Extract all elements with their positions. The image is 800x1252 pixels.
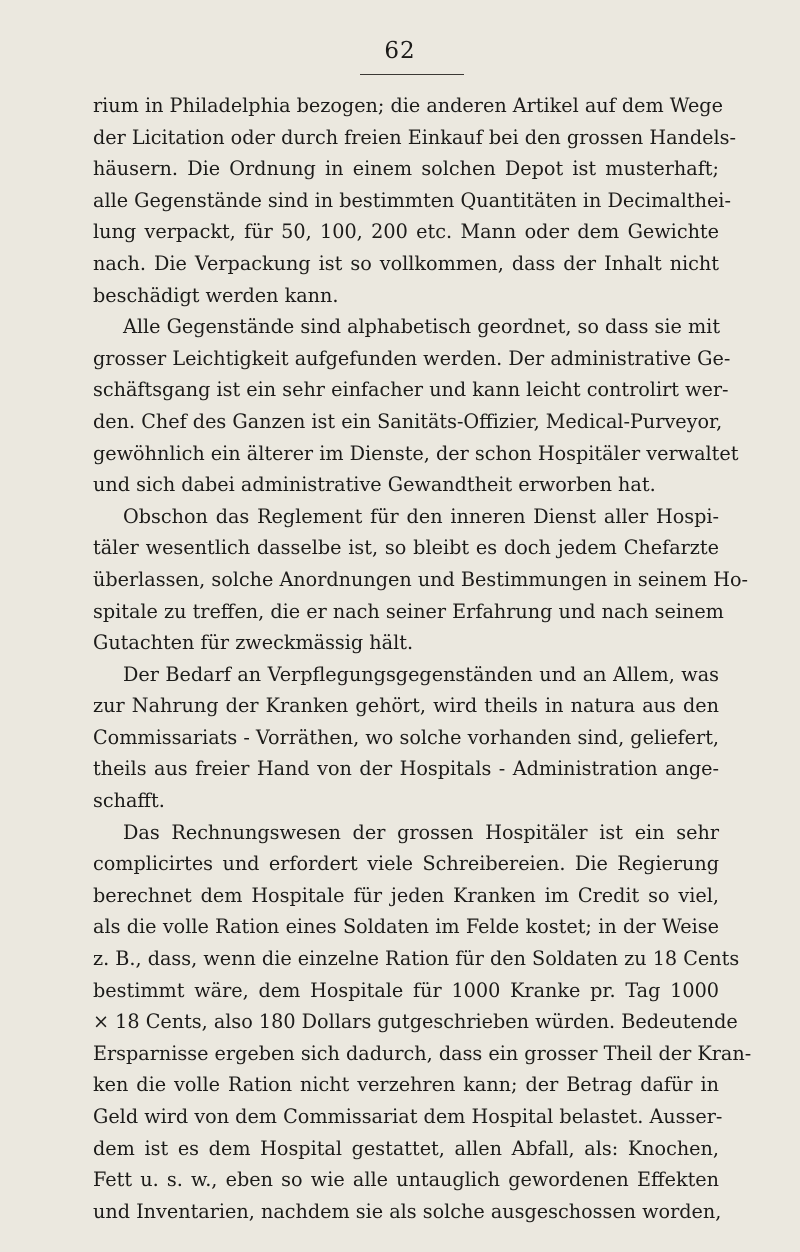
text-line: und sich dabei administrative Gewandtheit erworben hat. [93, 473, 656, 497]
text-line: häusern. Die Ordnung in einem solchen Depot ist musterhaft; [93, 157, 719, 181]
text-line: Geld wird von dem Commissariat dem Hospital belastet. Ausser- [93, 1105, 723, 1128]
text-line: × 18 Cents, also 180 Dollars gutgeschrieben würden. Bedeutende [93, 1010, 738, 1034]
text-line: lung verpackt, für 50, 100, 200 etc. Mann oder dem Gewichte [93, 220, 719, 244]
text-line: täler wesentlich dasselbe ist, so bleibt es doch jedem Chefarzte [93, 536, 719, 560]
text-line: Fett u. s. w., eben so wie alle untauglich gewordenen Effekten [93, 1168, 719, 1192]
body-text [93, 90, 752, 1227]
text-line: und Inventarien, nachdem sie als solche ausgeschossen worden, [93, 1199, 722, 1223]
text-line: spitale zu treffen, die er nach seiner Erfahrung und nach seinem [93, 599, 724, 623]
text-line: Obschon das Reglement für den inneren Dienst aller Hospi- [123, 504, 719, 528]
text-line: Gutachten für zweckmässig hält. [93, 631, 414, 655]
page-number: 62 [384, 38, 416, 64]
text-line: schafft. [93, 789, 165, 813]
text-line: Commissariats - Vorräthen, wo solche vorhanden sind, geliefert, [93, 725, 719, 749]
text-line: nach. Die Verpackung ist so vollkommen, dass der Inhalt nicht [93, 251, 719, 275]
header-rule [360, 74, 464, 75]
text-line: Das Rechnungswesen der grossen Hospitäler ist ein sehr [123, 820, 719, 844]
text-line: zur Nahrung der Kranken gehört, wird theils in natura aus den [93, 694, 719, 718]
text-line: theils aus freier Hand von der Hospitals - Administration ange- [93, 757, 719, 781]
text-line: complicirtes und erfordert viele Schreibereien. Die Regierung [93, 852, 719, 876]
text-line: gewöhnlich ein älterer im Dienste, der schon Hospitäler verwaltet [93, 441, 739, 465]
text-line: überlassen, solche Anordnungen und Bestimmungen in seinem Ho- [93, 567, 748, 591]
text-line: den. Chef des Ganzen ist ein Sanitäts-Offizier, Medical-Purveyor, [93, 409, 723, 433]
text-line: beschädigt werden kann. [93, 283, 339, 307]
text-line: bestimmt wäre, dem Hospitale für 1000 Kranke pr. Tag 1000 [93, 978, 719, 1002]
text-line: alle Gegenstände sind in bestimmten Quantitäten in Decimalthei- [93, 188, 731, 212]
text-line: Ersparnisse ergeben sich dadurch, dass ein grosser Theil der Kran- [93, 1041, 752, 1065]
text-line: ken die volle Ration nicht verzehren kann; der Betrag dafür in [93, 1073, 719, 1097]
text-line: Alle Gegenstände sind alphabetisch geordnet, so dass sie mit [123, 315, 721, 339]
text-line: als die volle Ration eines Soldaten im Felde kostet; in der Weise [93, 915, 719, 939]
text-line: Der Bedarf an Verpflegungsgegenständen und an Allem, was [123, 662, 719, 686]
text-line: dem ist es dem Hospital gestattet, allen Abfall, als: Knochen, [93, 1136, 719, 1160]
text-line: berechnet dem Hospitale für jeden Kranken im Credit so viel, [93, 883, 719, 907]
text-line: z. B., dass, wenn die einzelne Ration für den Soldaten zu 18 Cents [93, 947, 740, 971]
text-line: schäftsgang ist ein sehr einfacher und kann leicht controlirt wer- [93, 378, 729, 402]
text-line: rium in Philadelphia bezogen; die anderen Artikel auf dem Wege [93, 94, 723, 117]
text-line: grosser Leichtigkeit aufgefunden werden. Der administrative Ge- [93, 346, 731, 370]
text-line: der Licitation oder durch freien Einkauf bei den grossen Handels- [93, 125, 736, 149]
